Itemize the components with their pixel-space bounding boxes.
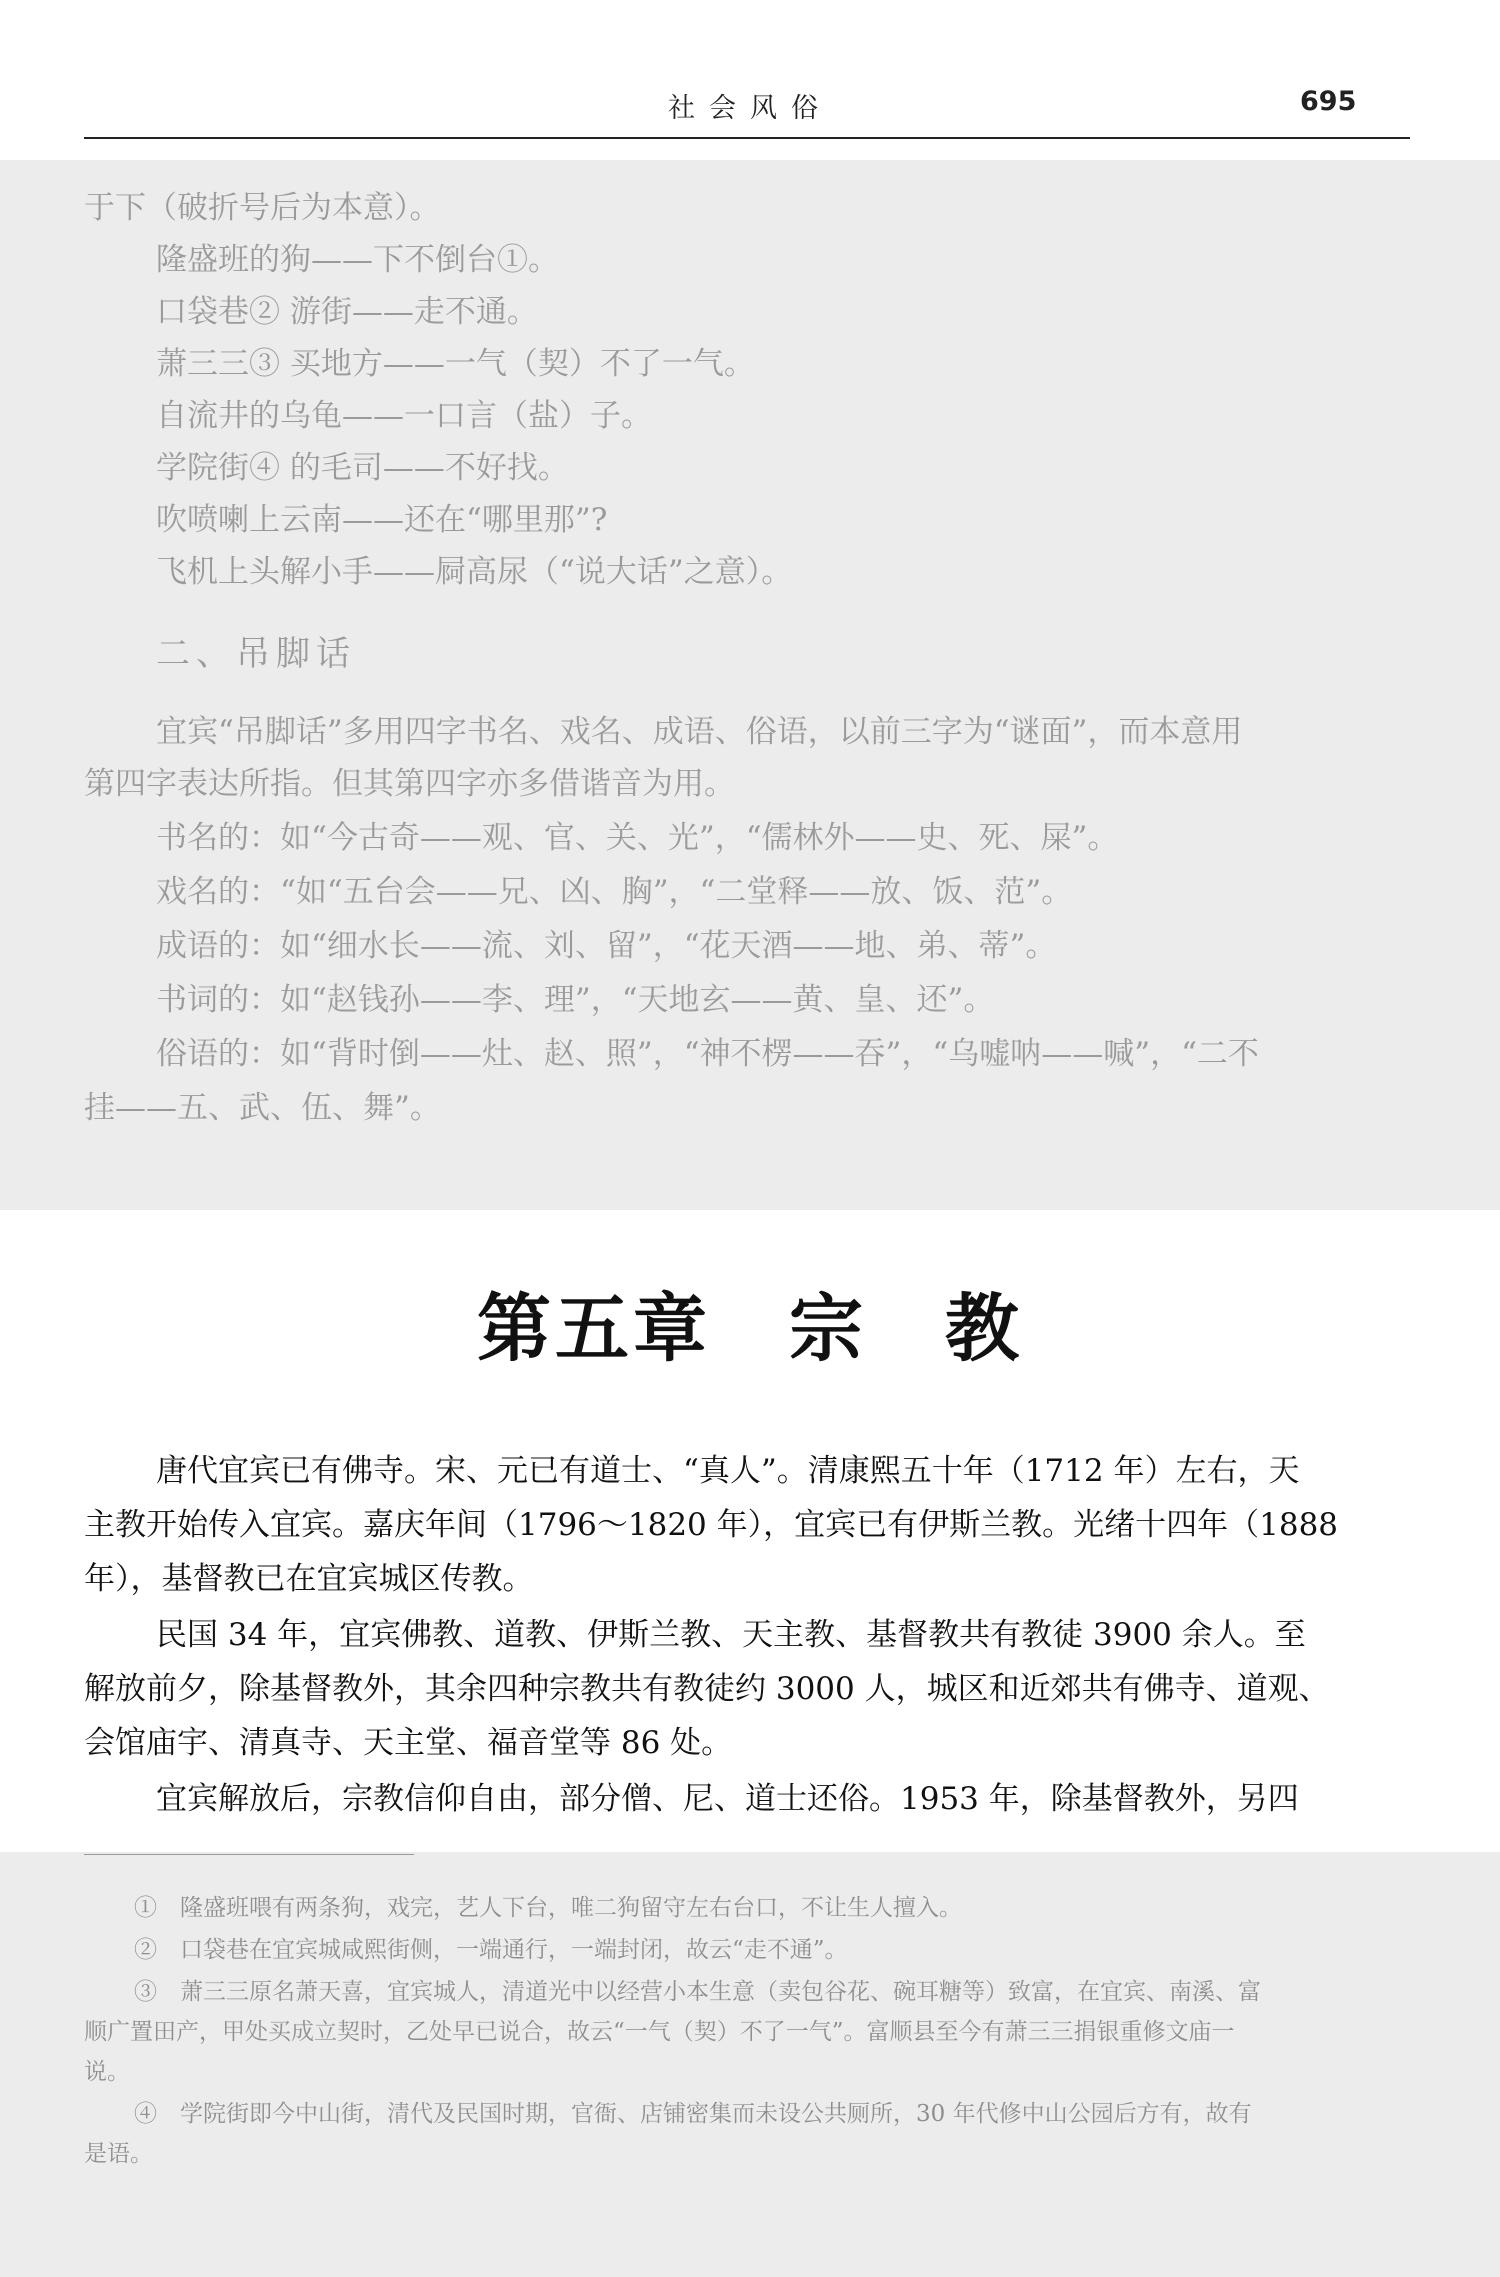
saying-line: 自流井的乌龟——一口言（盐）子。 bbox=[156, 398, 652, 434]
example-line: 书词的：如“赵钱孙——李、理”，“天地玄——黄、皇、还”。 bbox=[156, 982, 995, 1018]
body-line: 宜宾解放后，宗教信仰自由，部分僧、尼、道士还俗。1953 年，除基督教外，另四 bbox=[156, 1781, 1299, 1817]
saying-line: 口袋巷② 游街——走不通。 bbox=[156, 294, 538, 330]
saying-line: 萧三三③ 买地方——一气（契）不了一气。 bbox=[156, 346, 755, 382]
footnote-rule bbox=[84, 1854, 414, 1855]
body-line: 会馆庙宇、清真寺、天主堂、福音堂等 86 处。 bbox=[84, 1725, 733, 1761]
chapter-title: 第五章 宗 教 bbox=[477, 1286, 1023, 1372]
footnote: ④ 学院街即今中山街，清代及民国时期，官衙、店铺密集而未设公共厕所，30 年代修中山公园后方有，故有 bbox=[134, 2101, 1252, 2127]
footnote: ③ 萧三三原名萧天喜，宜宾城人，清道光中以经营小本生意（卖包谷花、碗耳糖等）致富，在宜宾、南溪、富 bbox=[134, 1979, 1261, 2005]
page-header bbox=[0, 0, 1500, 160]
paragraph-line: 第四字表达所指。但其第四字亦多借谐音为用。 bbox=[84, 766, 735, 802]
example-line: 挂——五、武、伍、舞”。 bbox=[84, 1090, 441, 1126]
page-number: 695 bbox=[1300, 86, 1357, 117]
header-rule bbox=[84, 137, 1410, 139]
saying-line: 隆盛班的狗——下不倒台①。 bbox=[156, 242, 559, 278]
section-heading: 二、吊脚话 bbox=[156, 634, 356, 674]
example-line: 成语的：如“细水长——流、刘、留”，“花天酒——地、弟、蒂”。 bbox=[156, 928, 1057, 964]
paragraph-line: 宜宾“吊脚话”多用四字书名、戏名、成语、俗语，以前三字为“谜面”，而本意用 bbox=[156, 714, 1243, 750]
footnote: ② 口袋巷在宜宾城咸熙街侧，一端通行，一端封闭，故云“走不通”。 bbox=[134, 1937, 848, 1963]
body-line: 解放前夕，除基督教外，其余四种宗教共有教徒约 3000 人，城区和近郊共有佛寺、道观、 bbox=[84, 1671, 1330, 1707]
intro-line: 于下（破折号后为本意）。 bbox=[84, 190, 441, 226]
saying-line: 学院街④ 的毛司——不好找。 bbox=[156, 450, 569, 486]
body-line: 唐代宜宾已有佛寺。宋、元已有道士、“真人”。清康熙五十年（1712 年）左右，天 bbox=[156, 1453, 1300, 1489]
example-line: 戏名的：“如“五台会——兄、凶、胸”，“二堂释——放、饭、范”。 bbox=[156, 874, 1073, 910]
footnote: 顺广置田产，甲处买成立契时，乙处早已说合，故云“一气（契）不了一气”。富顺县至今有萧三三捐银重修文庙一 bbox=[84, 2019, 1235, 2045]
footnote: ① 隆盛班喂有两条狗，戏完，艺人下台，唯二狗留守左右台口，不让生人擅入。 bbox=[134, 1895, 962, 1921]
body-line: 主教开始传入宜宾。嘉庆年间（1796～1820 年），宜宾已有伊斯兰教。光绪十四年（1888 bbox=[84, 1507, 1339, 1543]
body-line: 年），基督教已在宜宾城区传教。 bbox=[84, 1561, 534, 1597]
running-title: 社会风俗 bbox=[668, 93, 832, 124]
example-line: 书名的：如“今古奇——观、官、关、光”，“儒林外——史、死、屎”。 bbox=[156, 820, 1119, 856]
example-line: 俗语的：如“背时倒——灶、赵、照”，“神不楞——吞”，“乌嘘呐——喊”，“二不 bbox=[156, 1036, 1259, 1072]
footnote: 是语。 bbox=[84, 2141, 153, 2167]
body-line: 民国 34 年，宜宾佛教、道教、伊斯兰教、天主教、基督教共有教徒 3900 余人。至 bbox=[156, 1617, 1306, 1653]
footnote: 说。 bbox=[84, 2059, 130, 2085]
shaded-top-section bbox=[0, 160, 1500, 1210]
saying-line: 飞机上头解小手——屙高尿（“说大话”之意）。 bbox=[156, 554, 793, 590]
saying-line: 吹喷喇上云南——还在“哪里那”? bbox=[156, 502, 608, 538]
